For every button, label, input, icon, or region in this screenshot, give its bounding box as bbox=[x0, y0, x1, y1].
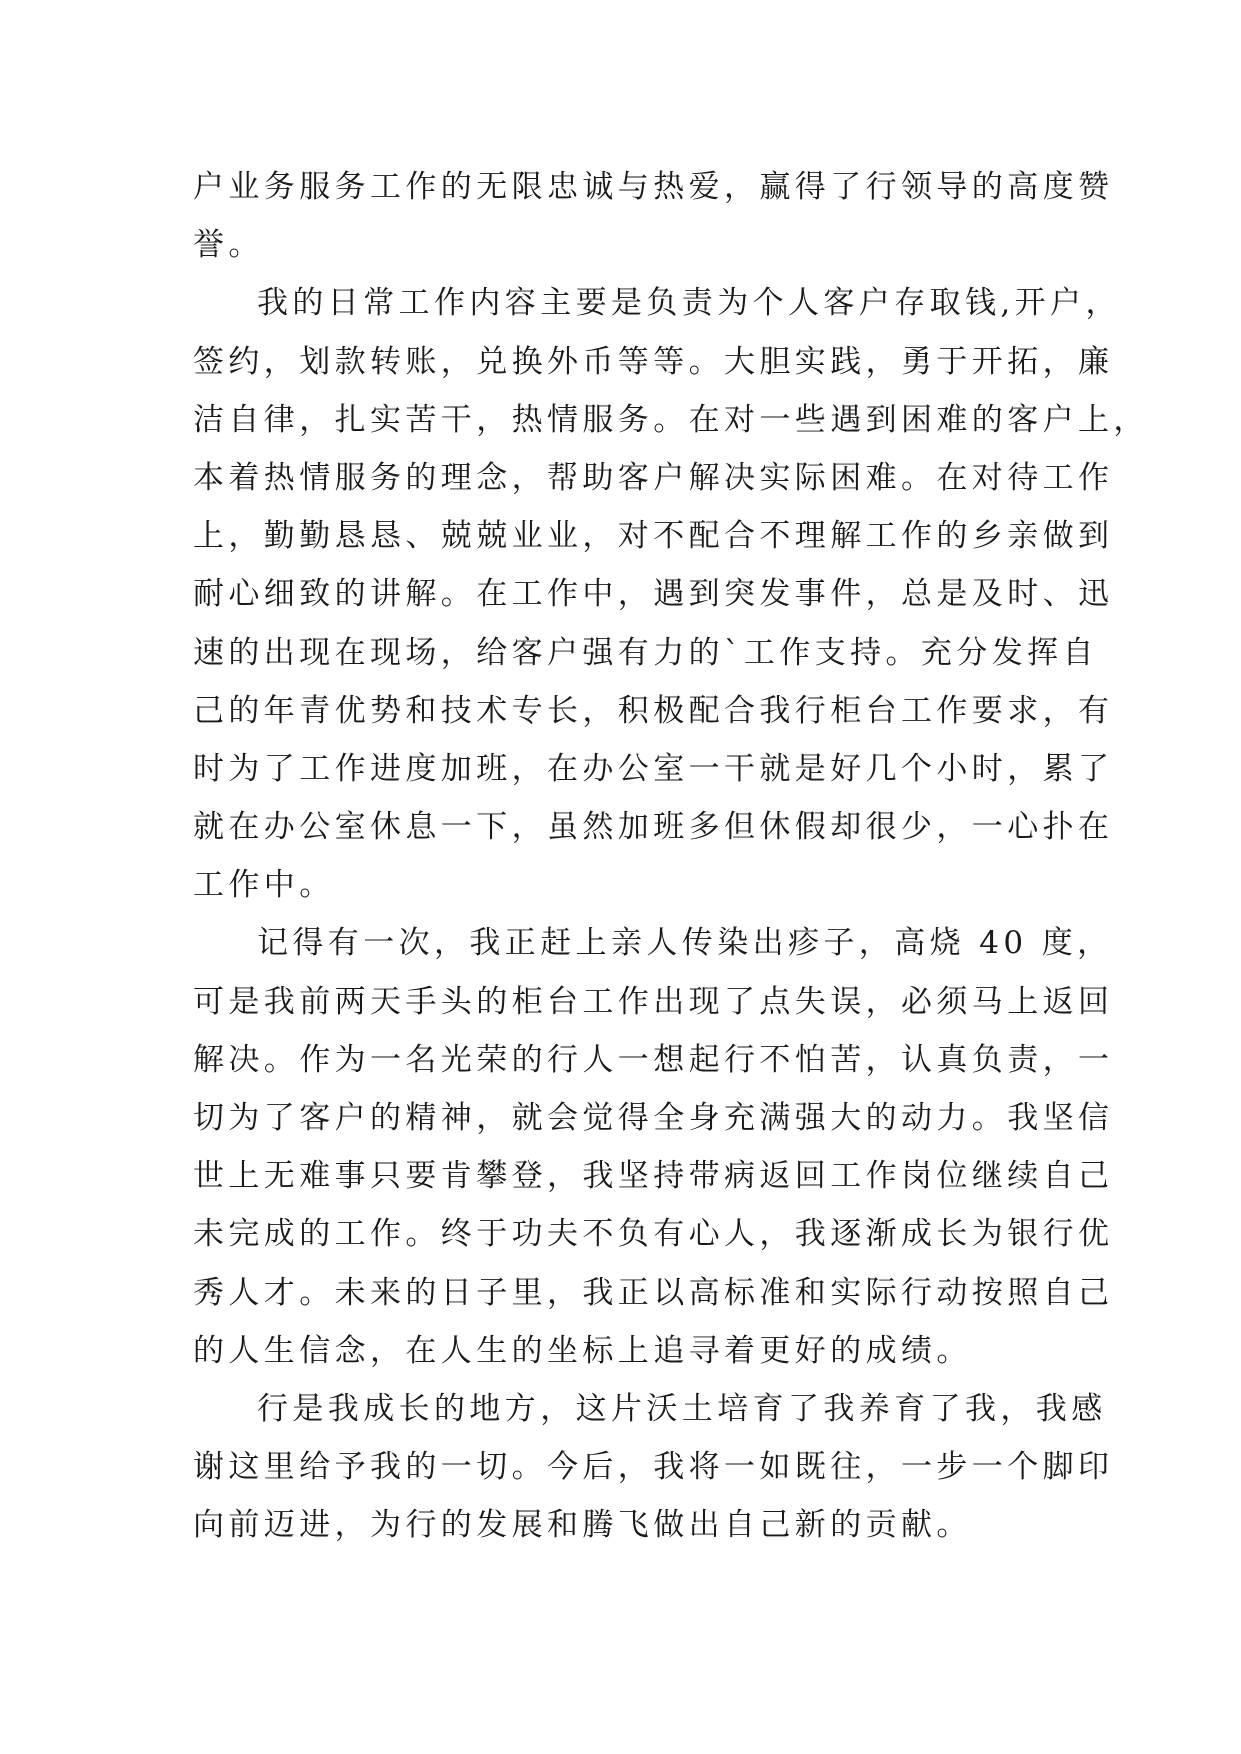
text-line: 户业务服务工作的无限忠诚与热爱，赢得了行领导的高度赞 bbox=[193, 169, 1114, 205]
text-line: 就在办公室休息一下，虽然加班多但休假却很少，一心扑在 bbox=[193, 809, 1114, 846]
text-line: 时为了工作进度加班，在办公室一干就是好几个小时，累了 bbox=[193, 750, 1114, 787]
text-line: 可是我前两天手头的柜台工作出现了点失误，必须马上返回 bbox=[193, 983, 1114, 1020]
text-line: 谢这里给予我的一切。今后，我将一如既往，一步一个脚印 bbox=[193, 1449, 1114, 1486]
text-line: 切为了客户的精神，就会觉得全身充满强大的动力。我坚信 bbox=[193, 1100, 1114, 1136]
text-line: 未完成的工作。终于功夫不负有心人，我逐渐成长为银行优 bbox=[193, 1216, 1114, 1253]
text-line: 耐心细致的讲解。在工作中，遇到突发事件，总是及时、迅 bbox=[193, 576, 1114, 613]
text-line: 行是我成长的地方，这片沃土培育了我养育了我，我感 bbox=[257, 1390, 1107, 1427]
text-line: 记得有一次，我正赶上亲人传染出疹子，高烧 40 度， bbox=[257, 925, 1113, 962]
text-line: 工作中。 bbox=[193, 867, 335, 904]
body-text bbox=[193, 158, 1149, 1555]
paragraph bbox=[193, 158, 1114, 274]
paragraph bbox=[193, 1380, 1114, 1555]
paragraph bbox=[193, 274, 1149, 914]
text-line: 签约，划款转账，兑换外币等等。大胆实践，勇于开拓，廉 bbox=[193, 343, 1114, 380]
text-line: 本着热情服务的理念，帮助客户解决实际困难。在对待工作 bbox=[193, 459, 1114, 496]
text-line: 秀人才。未来的日子里，我正以高标准和实际行动按照自己 bbox=[193, 1274, 1114, 1311]
text-line: 洁自律，扎实苦干，热情服务。在对一些遇到困难的客户上， bbox=[193, 401, 1149, 438]
text-line: 解决。作为一名光荣的行人一想起行不怕苦，认真负责，一 bbox=[193, 1041, 1114, 1078]
text-line: 的人生信念，在人生的坐标上追寻着更好的成绩。 bbox=[193, 1332, 972, 1369]
text-line: 己的年青优势和技术专长，积极配合我行柜台工作要求，有 bbox=[193, 692, 1114, 729]
text-line: 向前迈进，为行的发展和腾飞做出自己新的贡献。 bbox=[193, 1507, 972, 1544]
text-line: 世上无难事只要肯攀登，我坚持带病返回工作岗位继续自己 bbox=[193, 1158, 1114, 1195]
text-line: 上，勤勤恳恳、兢兢业业，对不配合不理解工作的乡亲做到 bbox=[193, 518, 1114, 555]
text-line: 速的出现在现场，给客户强有力的`工作支持。充分发挥自 bbox=[193, 634, 1098, 671]
text-line: 誉。 bbox=[193, 227, 264, 264]
paragraph bbox=[193, 914, 1114, 1380]
text-line: 我的日常工作内容主要是负责为个人客户存取钱,开户， bbox=[257, 285, 1121, 322]
